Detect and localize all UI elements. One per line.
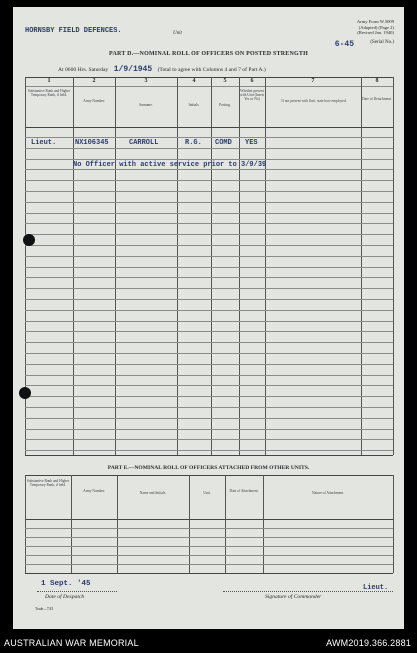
ruled-line bbox=[25, 321, 393, 322]
archive-reference: AWM2019.366.2881 bbox=[326, 638, 411, 648]
column-number: 7 bbox=[311, 78, 315, 84]
ruled-line bbox=[25, 528, 393, 529]
column-number: 1 bbox=[47, 78, 51, 84]
table-bottom-border bbox=[25, 455, 393, 456]
ruled-line bbox=[25, 429, 393, 430]
ruled-line bbox=[25, 137, 393, 138]
form-page bbox=[13, 7, 404, 629]
army-form-line: Army Form W.3009 bbox=[356, 19, 394, 24]
despatch-line bbox=[37, 591, 117, 592]
column-header-posting: Posting. bbox=[219, 103, 231, 107]
officer-posting: COMD bbox=[215, 139, 232, 147]
part-e-bottom-border bbox=[25, 573, 393, 574]
ruled-line bbox=[25, 234, 393, 235]
despatch-date: 1 Sept. '45 bbox=[41, 580, 91, 588]
ruled-line bbox=[25, 277, 393, 278]
column-header-present: Whether present with Unit (Insert Yes or No) bbox=[240, 89, 264, 102]
army-form-reference bbox=[324, 19, 394, 36]
army-form-line: (Revised Jan. 1940) bbox=[357, 30, 394, 35]
ruled-line bbox=[25, 407, 393, 408]
column-divider bbox=[263, 475, 264, 573]
part-e-header-name: Name and Initials. bbox=[139, 491, 167, 495]
time-label: At 0600 Hrs. Saturday bbox=[58, 67, 109, 73]
part-e-header-army-number: Army Number. bbox=[83, 489, 105, 493]
ruled-line bbox=[25, 439, 393, 440]
column-header-rank: Substantive Rank and Higher Temporary Rank, if held. bbox=[27, 89, 71, 98]
ruled-line bbox=[25, 267, 393, 268]
ruled-line bbox=[25, 396, 393, 397]
despatch-label: Date of Despatch bbox=[45, 594, 85, 600]
header-divider bbox=[25, 86, 393, 87]
ruled-line bbox=[25, 180, 393, 181]
ruled-line bbox=[25, 223, 393, 224]
officer-rank: Lieut. bbox=[31, 139, 57, 147]
column-divider bbox=[117, 475, 118, 573]
officer-army-number: NX106345 bbox=[75, 139, 109, 147]
column-number: 2 bbox=[92, 78, 96, 84]
signature-label: Signature of Commander bbox=[265, 594, 322, 600]
serial-label: (Serial No.) bbox=[370, 40, 394, 45]
column-divider bbox=[189, 475, 190, 573]
ruled-line bbox=[25, 418, 393, 419]
ruled-line bbox=[25, 148, 393, 149]
ruled-line bbox=[25, 537, 393, 538]
signature-line bbox=[223, 591, 393, 592]
column-number: 5 bbox=[223, 78, 227, 84]
commander-rank: Lieut. bbox=[363, 584, 389, 592]
part-d-title: PART D.—NOMINAL ROLL OF OFFICERS ON POSTED STRENGTH bbox=[109, 51, 308, 57]
ruled-line bbox=[25, 546, 393, 547]
unit-name: HORNSBY FIELD DEFENCES. bbox=[25, 27, 122, 35]
ruled-line bbox=[25, 202, 393, 203]
column-divider bbox=[393, 475, 394, 573]
ruled-line bbox=[25, 385, 393, 386]
ruled-line bbox=[25, 564, 393, 565]
column-divider bbox=[393, 77, 394, 455]
column-divider bbox=[25, 475, 26, 573]
army-form-line: (Adapted) (Page 2) bbox=[358, 24, 394, 30]
officer-surname: CARROLL bbox=[129, 139, 159, 147]
ruled-line bbox=[25, 299, 393, 300]
column-number: 6 bbox=[250, 78, 254, 84]
ruled-line bbox=[25, 191, 393, 192]
print-code: Trade—7/45 bbox=[35, 607, 54, 611]
part-e-top-border bbox=[25, 475, 393, 476]
ruled-line bbox=[25, 169, 393, 170]
ruled-line bbox=[25, 213, 393, 214]
ruled-line bbox=[25, 353, 393, 354]
roll-date: 1/9/1945 bbox=[113, 65, 153, 74]
column-header-initials: Initials. bbox=[188, 103, 200, 107]
part-e-header-border bbox=[25, 519, 393, 520]
column-header-detachment: Date of Detachment. bbox=[362, 97, 392, 101]
part-e-header-attachment-date: Date of Attachment. bbox=[229, 489, 259, 493]
ruled-line bbox=[25, 256, 393, 257]
column-header-employment: If not present with Unit, state how employed. bbox=[281, 99, 347, 103]
ruled-line bbox=[25, 310, 393, 311]
ruled-line bbox=[25, 555, 393, 556]
unit-label: Unit bbox=[173, 31, 182, 36]
ruled-line bbox=[25, 375, 393, 376]
total-note: (Total to agree with Columns 4 and 7 of Part A.) bbox=[157, 67, 266, 73]
archive-caption: AUSTRALIAN WAR MEMORIAL bbox=[4, 638, 139, 648]
officer-present: YES bbox=[245, 139, 258, 147]
column-header-army-number: Army Number. bbox=[83, 99, 105, 103]
ruled-line bbox=[25, 245, 393, 246]
column-number: 3 bbox=[144, 78, 148, 84]
ruled-line bbox=[25, 364, 393, 365]
header-bottom-border bbox=[25, 127, 393, 128]
time-line bbox=[58, 65, 266, 74]
ruled-line bbox=[25, 288, 393, 289]
part-e-header-nature: Nature of Attachment. bbox=[311, 491, 345, 495]
part-e-title: PART E.—NOMINAL ROLL OF OFFICERS ATTACHED FROM OTHER UNITS. bbox=[107, 465, 310, 471]
part-e-header-rank: Substantive Rank and Higher Temporary Rank, if held. bbox=[26, 479, 70, 488]
ruled-line bbox=[25, 342, 393, 343]
punch-hole bbox=[19, 387, 31, 399]
ruled-line bbox=[25, 331, 393, 332]
ruled-line bbox=[25, 159, 393, 160]
ruled-line bbox=[25, 450, 393, 451]
officer-initials: R.G. bbox=[185, 139, 202, 147]
serial-number: 6-45 bbox=[334, 40, 354, 49]
column-number: 4 bbox=[192, 78, 196, 84]
column-number: 8 bbox=[375, 78, 379, 84]
punch-hole bbox=[23, 234, 35, 246]
part-e-header-unit: Unit. bbox=[203, 491, 211, 495]
column-header-surname: Surname. bbox=[139, 103, 153, 107]
service-note: No Officer with active service prior to 3/9/39 bbox=[73, 161, 267, 169]
